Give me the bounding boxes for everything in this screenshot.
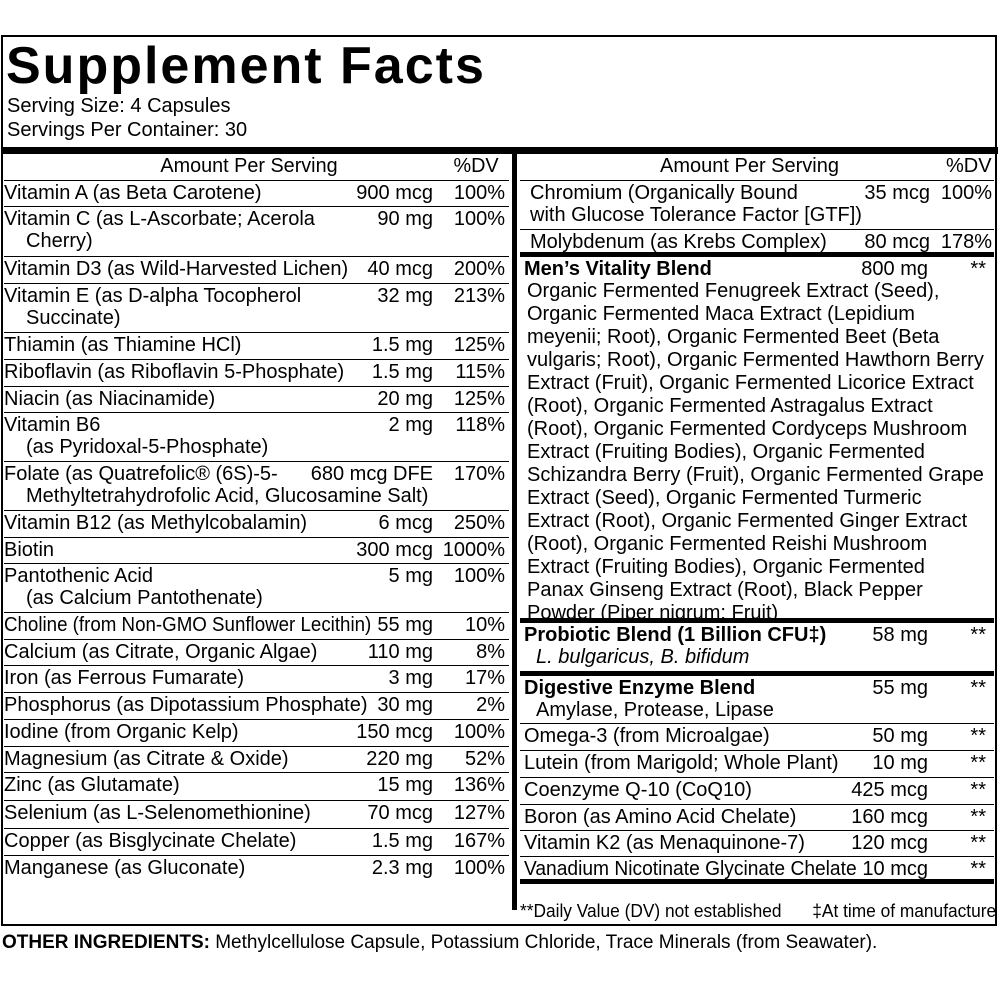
nutrient-name: Manganese (as Gluconate) — [4, 857, 246, 879]
nutrient-name: Vitamin E (as D-alpha Tocopherol — [4, 285, 302, 307]
nutrient-name: Thiamin (as Thiamine HCl) — [4, 334, 242, 356]
nutrient-name: Choline (from Non-GMO Sunflower Lecithin) — [4, 614, 372, 636]
enzyme-name: Digestive Enzyme Blend — [524, 677, 756, 699]
nutrient-dv: 17% — [464, 667, 505, 689]
nutrient-name: Phosphorus (as Dipotassium Phosphate) — [4, 694, 368, 716]
nutrient-row — [4, 613, 509, 640]
nutrient-row — [4, 207, 509, 257]
nutrient-dv: ** — [970, 725, 986, 747]
nutrient-amount: 110 mg — [367, 641, 433, 663]
nutrient-dv: 2% — [476, 694, 505, 716]
nutrient-dv: 178% — [940, 231, 992, 253]
nutrient-row — [520, 831, 994, 857]
nutrient-amount: 1.5 mg — [371, 830, 433, 852]
probiotic-name: Probiotic Blend (1 Billion CFU‡) — [524, 624, 827, 646]
nutrient-dv: 250% — [453, 512, 505, 534]
nutrient-name: Magnesium (as Citrate & Oxide) — [4, 748, 289, 770]
nutrient-name: Vitamin K2 (as Menaquinone-7) — [524, 832, 805, 854]
nutrient-name-cont: with Glucose Tolerance Factor [GTF]) — [530, 204, 862, 226]
nutrient-name: Vitamin C (as L-Ascorbate; Acerola — [4, 208, 315, 230]
nutrient-name-cont: (as Calcium Pantothenate) — [26, 587, 263, 609]
nutrient-dv: 1000% — [442, 539, 505, 561]
nutrient-name: Vitamin B12 (as Methylcobalamin) — [4, 512, 308, 534]
nutrient-name: Niacin (as Niacinamide) — [4, 388, 216, 410]
thick-divider — [1, 147, 998, 154]
nutrient-row — [520, 778, 994, 805]
nutrient-name: Coenzyme Q-10 (CoQ10) — [524, 779, 752, 801]
left-column — [4, 154, 509, 882]
nutrient-amount: 35 mcg — [864, 182, 930, 204]
nutrient-amount: 80 mcg — [864, 231, 930, 253]
other-ingredients-label: OTHER INGREDIENTS: — [2, 932, 210, 953]
nutrient-name: Molybdenum (as Krebs Complex) — [530, 231, 827, 253]
enzyme-dv: ** — [970, 677, 986, 699]
dv-header: %DV — [453, 155, 499, 177]
nutrient-dv: 10% — [464, 614, 505, 636]
nutrient-amount: 55 mg — [377, 614, 433, 636]
nutrient-amount: 680 mcg DFE — [310, 463, 433, 485]
nutrient-name: Iron (as Ferrous Fumarate) — [4, 667, 245, 689]
nutrient-dv: ** — [970, 858, 986, 880]
nutrient-row — [4, 387, 509, 413]
dv-header: %DV — [946, 155, 992, 177]
nutrient-dv: 170% — [453, 463, 505, 485]
probiotic-row — [520, 623, 994, 676]
nutrient-name: Boron (as Amino Acid Chelate) — [524, 806, 797, 828]
nutrient-row — [4, 462, 509, 511]
nutrient-row — [4, 720, 509, 747]
nutrient-row — [520, 751, 994, 778]
nutrient-amount: 10 mg — [872, 752, 928, 774]
nutrient-name: Pantothenic Acid — [4, 565, 153, 587]
nutrient-amount: 20 mg — [377, 388, 433, 410]
nutrient-name: Vitamin B6 — [4, 414, 101, 436]
nutrient-dv: ** — [970, 806, 986, 828]
nutrient-dv: 100% — [453, 565, 505, 587]
servings-per-container: Servings Per Container: 30 — [7, 119, 248, 141]
nutrient-amount: 1.5 mg — [371, 334, 433, 356]
nutrient-amount: 15 mg — [377, 774, 433, 796]
nutrient-dv: 127% — [453, 802, 505, 824]
nutrient-name: Iodine (from Organic Kelp) — [4, 721, 239, 743]
nutrient-dv: 52% — [464, 748, 505, 770]
nutrient-name: Omega-3 (from Microalgae) — [524, 725, 770, 747]
nutrient-amount: 1.5 mg — [371, 361, 433, 383]
nutrient-amount: 50 mg — [872, 725, 928, 747]
nutrient-row — [4, 360, 509, 387]
nutrient-row — [4, 640, 509, 666]
other-ingredients — [2, 930, 877, 956]
dv-footnote: **Daily Value (DV) not established — [520, 901, 782, 921]
nutrient-name: Lutein (from Marigold; Whole Plant) — [524, 752, 839, 774]
nutrient-dv: 200% — [453, 258, 505, 280]
nutrient-amount: 150 mcg — [356, 721, 433, 743]
nutrient-dv: 100% — [453, 857, 505, 879]
nutrient-dv: ** — [970, 752, 986, 774]
enzyme-row — [520, 676, 994, 724]
nutrient-name: Chromium (Organically Bound — [530, 182, 798, 204]
nutrient-row — [4, 666, 509, 693]
enzyme-list: Amylase, Protease, Lipase — [536, 699, 774, 721]
nutrient-dv: 100% — [453, 721, 505, 743]
nutrient-name-cont: (as Pyridoxal-5-Phosphate) — [26, 436, 269, 458]
footnote — [520, 900, 996, 922]
nutrient-amount: 120 mcg — [851, 832, 928, 854]
nutrient-row — [4, 413, 509, 462]
nutrient-amount: 3 mg — [388, 667, 433, 689]
probiotic-amount: 58 mg — [872, 624, 928, 646]
nutrient-row — [4, 538, 509, 564]
column-divider — [512, 150, 517, 910]
nutrient-row — [4, 511, 509, 538]
nutrient-amount: 32 mg — [377, 285, 433, 307]
nutrient-name: Riboflavin (as Riboflavin 5-Phosphate) — [4, 361, 345, 383]
nutrient-row — [520, 181, 994, 230]
nutrient-amount: 90 mg — [377, 208, 433, 230]
nutrient-amount: 70 mcg — [367, 802, 433, 824]
nutrient-dv: 125% — [453, 334, 505, 356]
blend-amount: 800 mg — [861, 258, 928, 280]
nutrient-amount: 40 mcg — [367, 258, 433, 280]
probiotic-dv: ** — [970, 624, 986, 646]
nutrient-amount: 6 mcg — [378, 512, 433, 534]
nutrient-dv: 100% — [453, 182, 505, 204]
nutrient-row — [520, 724, 994, 751]
nutrient-name: Vanadium Nicotinate Glycinate Chelate — [524, 858, 857, 880]
nutrient-row — [4, 284, 509, 333]
nutrient-name: Selenium (as L-Selenomethionine) — [4, 802, 311, 824]
nutrient-dv: 136% — [453, 774, 505, 796]
nutrient-amount: 2.3 mg — [371, 857, 433, 879]
nutrient-amount: 2 mg — [388, 414, 433, 436]
amount-per-serving-header: Amount Per Serving — [660, 155, 839, 177]
nutrient-row — [4, 181, 509, 207]
nutrient-name: Calcium (as Citrate, Organic Algae) — [4, 641, 318, 663]
serving-size: Serving Size: 4 Capsules — [7, 95, 231, 117]
nutrient-amount: 10 mcg — [862, 858, 928, 880]
right-header-row — [520, 154, 994, 181]
nutrient-name: Folate (as Quatrefolic® (6S)-5- — [4, 463, 278, 485]
nutrient-amount: 425 mcg — [851, 779, 928, 801]
nutrient-name: Copper (as Bisglycinate Chelate) — [4, 830, 297, 852]
nutrient-row — [4, 773, 509, 801]
manufacture-footnote: ‡At time of manufacture — [812, 901, 997, 921]
nutrient-amount: 300 mcg — [356, 539, 433, 561]
nutrient-dv: ** — [970, 779, 986, 801]
blend-row — [520, 257, 994, 623]
nutrient-amount: 5 mg — [388, 565, 433, 587]
nutrient-dv: 118% — [455, 414, 505, 436]
nutrient-row — [4, 856, 509, 882]
nutrient-dv: 125% — [453, 388, 505, 410]
left-header-row — [4, 154, 509, 181]
nutrient-amount: 30 mg — [377, 694, 433, 716]
nutrient-name-cont: Succinate) — [26, 307, 121, 329]
nutrient-dv: 167% — [453, 830, 505, 852]
nutrient-dv: 115% — [455, 361, 505, 383]
nutrient-name: Vitamin D3 (as Wild-Harvested Lichen) — [4, 258, 349, 280]
amount-per-serving-header: Amount Per Serving — [160, 155, 338, 177]
nutrient-dv: 100% — [453, 208, 505, 230]
nutrient-name-cont: Cherry) — [26, 230, 93, 252]
nutrient-name: Biotin — [4, 539, 55, 561]
nutrient-row — [4, 693, 509, 720]
nutrient-dv: 213% — [453, 285, 505, 307]
nutrient-row — [4, 333, 509, 360]
other-ingredients-text: Methylcellulose Capsule, Potassium Chloride, Trace Minerals (from Seawater). — [209, 932, 878, 953]
nutrient-name: Vitamin A (as Beta Carotene) — [4, 182, 262, 204]
nutrient-amount: 900 mcg — [356, 182, 433, 204]
nutrient-amount: 160 mcg — [851, 806, 928, 828]
panel-title: Supplement Facts — [6, 37, 486, 95]
nutrient-dv: 8% — [476, 641, 505, 663]
nutrient-row — [4, 564, 509, 613]
blend-dv: ** — [970, 258, 986, 280]
nutrient-row — [520, 230, 994, 257]
blend-name: Men’s Vitality Blend — [524, 258, 712, 280]
nutrient-row — [520, 857, 994, 884]
nutrient-name-cont: Methyltetrahydrofolic Acid, Glucosamine Salt) — [26, 485, 429, 507]
nutrient-row — [520, 805, 994, 831]
nutrient-row — [4, 257, 509, 284]
right-column — [520, 154, 994, 884]
nutrient-row — [4, 747, 509, 773]
enzyme-amount: 55 mg — [872, 677, 928, 699]
nutrient-name: Zinc (as Glutamate) — [4, 774, 180, 796]
blend-ingredients: Organic Fermented Fenugreek Extract (Seed), Organic Fermented Maca Extract (Lepidium meyenii; Root), Organic Fermented Beet (Beta vulgaris; Root), Organic Fermented Hawthorn Berry Extract (Fruit), Organic Fermented Licorice Extract (Root), Organic Fermented Astragalus Extract (Root), Organic Fermented Cordyceps Mushroom Extract (Fruiting Bodies), Organic Fermented Schizandra Berry (Fruit), Organic Fermented Grape Extract (Seed), Organic Fermented Turmeric Extract (Root), Organic Fermented Ginger Extract (Root), Organic Fermented Reishi Mushroom Extract (Fruiting Bodies), Organic Fermented Panax Ginseng Extract (Root), Black Pepper Powder (Piper nigrum; Fruit) — [527, 280, 984, 624]
probiotic-strains: L. bulgaricus, B. bifidum — [536, 646, 750, 668]
nutrient-dv: ** — [970, 832, 986, 854]
nutrient-dv: 100% — [940, 182, 992, 204]
nutrient-row — [4, 801, 509, 829]
nutrient-amount: 220 mg — [366, 748, 433, 770]
nutrient-row — [4, 829, 509, 856]
